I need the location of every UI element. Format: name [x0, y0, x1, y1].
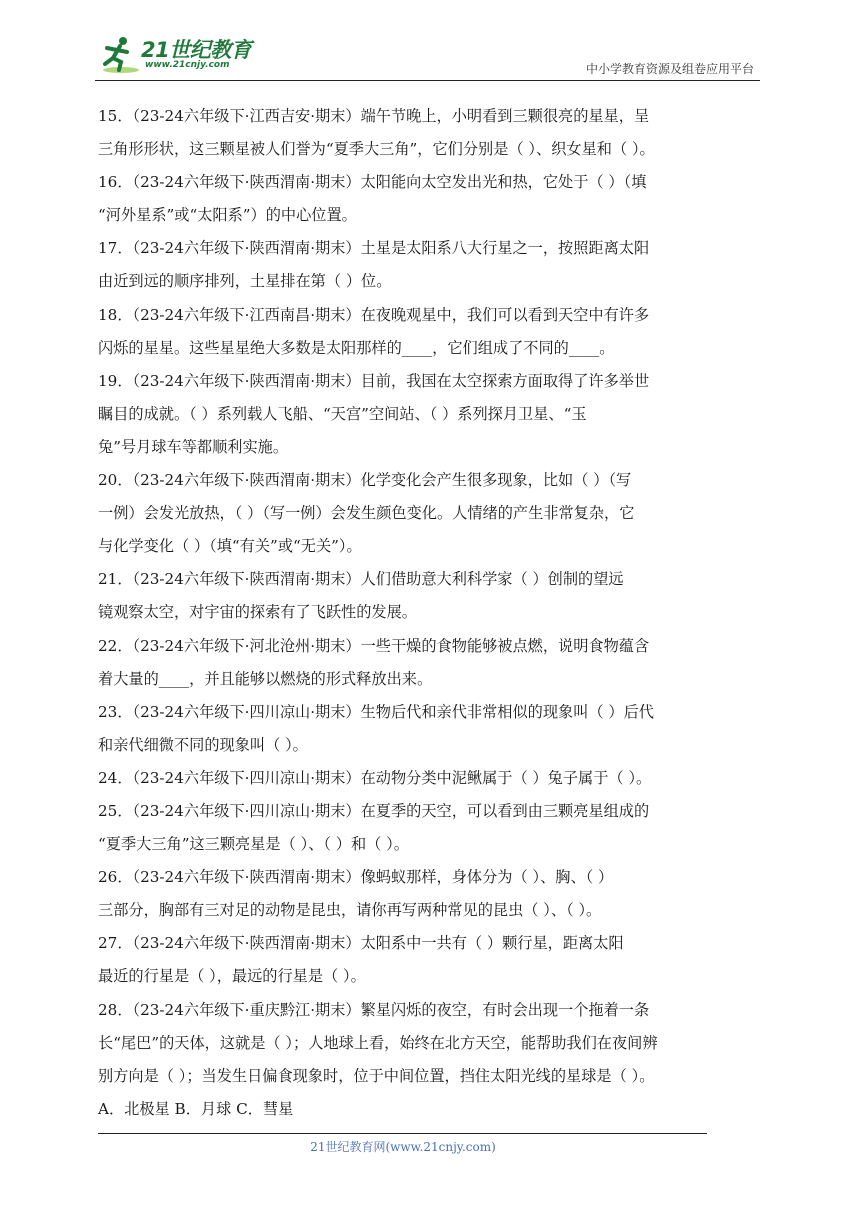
- logo-url: www.21cnjy.com: [145, 60, 230, 70]
- text-line: 兔”号月球车等都顺利实施。: [98, 437, 289, 456]
- text-line: 一例）会发光放热，（ ）（写一例）会发生颜色变化。人情绪的产生非常复杂，它: [98, 504, 635, 523]
- text-line: 瞩目的成就。（ ）系列载人飞船、“天宫”空间站、（ ）系列探月卫星、“玉: [98, 404, 587, 423]
- platform-name: 中小学教育资源及组卷应用平台: [585, 62, 754, 76]
- text-line: 22．（23-24六年级下·河北沧州·期末）一些干燥的食物能够被点燃，说明食物蕴含: [98, 636, 650, 655]
- options-line: A．北极星 B．月球 C．彗星: [98, 1099, 294, 1118]
- text-line: 闪烁的星星。这些星星绝大多数是太阳那样的____，它们组成了不同的____。: [98, 338, 615, 357]
- text-line: 17．（23-24六年级下·陕西渭南·期末）土星是太阳系八大行星之一，按照距离太阳: [98, 239, 650, 258]
- text-line: 27．（23-24六年级下·陕西渭南·期末）太阳系中一共有（ ）颗行星，距离太阳: [98, 934, 624, 953]
- text-line: 三部分，胸部有三对足的动物是昆虫，请你再写两种常见的昆虫（ ）、（ ）。: [98, 901, 602, 920]
- text-line: 镜观察太空，对宇宙的探索有了飞跃性的发展。: [98, 603, 417, 622]
- text-line: 长“尾巴”的天体，这就是（ ）；人地球上看，始终在北方天空，能帮助我们在夜间辨: [98, 1033, 658, 1052]
- text-line: 19．（23-24六年级下·陕西渭南·期末）目前，我国在太空探索方面取得了许多举世: [98, 371, 650, 390]
- text-line: 25．（23-24六年级下·四川凉山·期末）在夏季的天空，可以看到由三颗亮星组成的: [98, 801, 650, 820]
- page-footer: 21世纪教育网(www.21cnjy.com): [310, 1140, 496, 1154]
- running-figure-icon: [95, 34, 139, 76]
- text-line: 三角形形状，这三颗星被人们誉为“夏季大三角”，它们分别是（ ）、织女星和（ ）。: [98, 140, 655, 159]
- text-line: 20．（23-24六年级下·陕西渭南·期末）化学变化会产生很多现象，比如（ ）（写: [98, 471, 632, 490]
- text-line: 15．（23-24六年级下·江西吉安·期末）端午节晚上，小明看到三颗很亮的星星，呈: [98, 107, 650, 125]
- text-line: “河外星系”或“太阳系”）的中心位置。: [98, 206, 357, 225]
- text-line: 28．（23-24六年级下·重庆黔江·期末）繁星闪烁的夜空，有时会出现一个拖着一条: [98, 1000, 650, 1019]
- footer-rule: [98, 1133, 707, 1134]
- text-line: 23．（23-24六年级下·四川凉山·期末）生物后代和亲代非常相似的现象叫（ ）后代: [98, 702, 654, 721]
- text-line: 由近到远的顺序排列，土星排在第（ ）位。: [98, 272, 392, 291]
- text-line: 16．（23-24六年级下·陕西渭南·期末）太阳能向太空发出光和热，它处于（ ）（填: [98, 173, 647, 192]
- text-line: 最近的行星是（ ），最远的行星是（ ）。: [98, 967, 366, 986]
- text-line: 24．（23-24六年级下·四川凉山·期末）在动物分类中泥鳅属于（ ）兔子属于（ ）。: [98, 768, 652, 787]
- logo-text: 21世纪教育: [141, 38, 252, 62]
- text-line: “夏季大三角”这三颗亮星是（ ）、（ ）和（ ）。: [98, 835, 409, 854]
- text-line: 别方向是（ ）；当发生日偏食现象时，位于中间位置，挡住太阳光线的星球是（ ）。: [98, 1066, 655, 1085]
- logo: [95, 34, 265, 74]
- text-line: 26．（23-24六年级下·陕西渭南·期末）像蚂蚁那样，身体分为（ ）、胸、（ ）: [98, 868, 614, 887]
- page-header: [95, 30, 760, 81]
- text-line: 和亲代细微不同的现象叫（ ）。: [98, 735, 308, 754]
- text-line: 21．（23-24六年级下·陕西渭南·期末）人们借助意大利科学家（ ）创制的望远: [98, 570, 624, 589]
- question-list: [98, 100, 762, 1126]
- text-line: 18．（23-24六年级下·江西南昌·期末）在夜晚观星中，我们可以看到天空中有许多: [98, 305, 650, 324]
- text-line: 与化学变化（ ）（填“有关”或“无关”）。: [98, 537, 362, 556]
- text-line: 着大量的____，并且能够以燃烧的形式释放出来。: [98, 669, 433, 688]
